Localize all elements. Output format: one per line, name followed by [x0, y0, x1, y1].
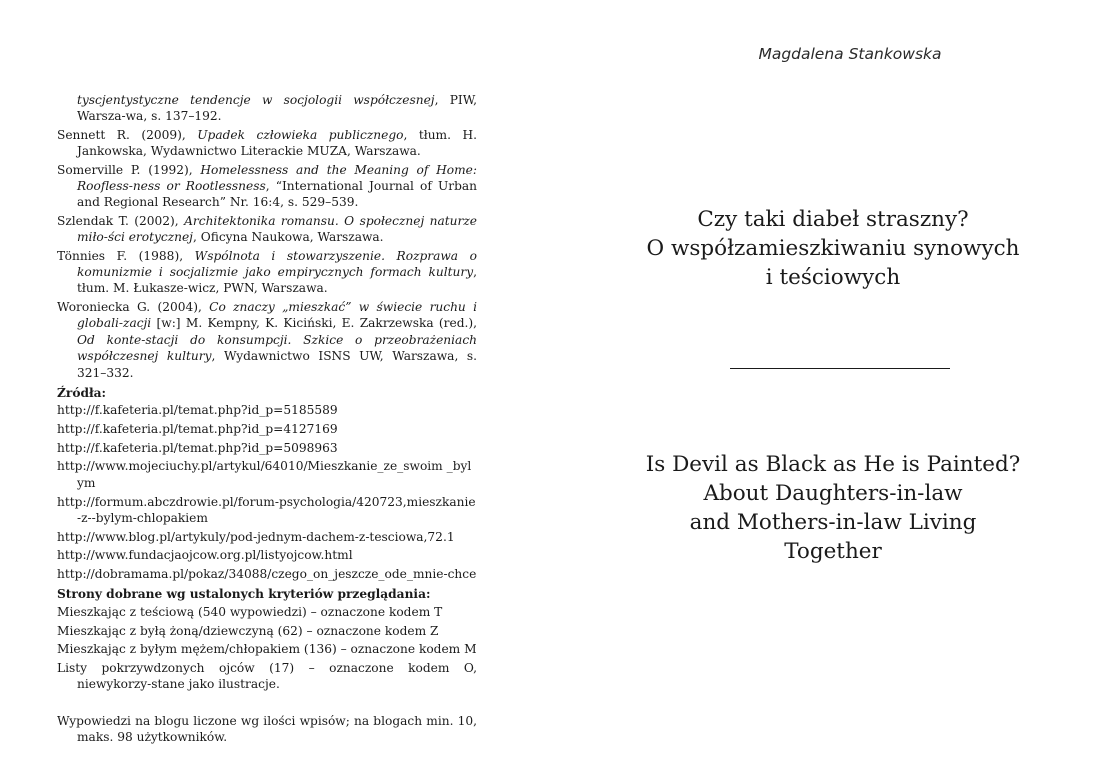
- source-url: http://f.kafeteria.pl/temat.php?id_p=4127169: [57, 422, 338, 437]
- footnote: Wypowiedzi na blogu liczone wg ilości wpisów; na blogach min. 10, maks. 98 użytkowników.: [57, 713, 477, 745]
- title-english: [640, 450, 1026, 566]
- codes-list: [57, 604, 477, 693]
- author-name: Magdalena Stankowska: [758, 45, 942, 63]
- reference-text: , tłum. M. Łukasze-wicz, PWN, Warszawa.: [77, 265, 477, 296]
- title-polish-line: i teściowych: [765, 265, 901, 290]
- source-url: http://www.blog.pl/artykuly/pod-jednym-dachem-z-tesciowa,72.1: [57, 529, 455, 544]
- reference-entry: [57, 248, 477, 297]
- code-entry: Mieszkając z byłym mężem/chłopakiem (136) – oznaczone kodem M: [57, 642, 477, 657]
- source-url: http://dobramama.pl/pokaz/34088/czego_on_jeszcze_ode_mnie-chce: [57, 567, 477, 582]
- reference-text: , Wydawnictwo ISNS UW, Warszawa, s. 321–332.: [77, 349, 478, 380]
- reference-title: Co znaczy „mieszkać” w świecie ruchu i globali-zacji: [77, 299, 477, 331]
- source-url: http://f.kafeteria.pl/temat.php?id_p=5098963: [57, 440, 338, 455]
- title-divider: [730, 368, 950, 369]
- reference-text: Szlendak T. (2002),: [57, 213, 185, 228]
- source-url: http://f.kafeteria.pl/temat.php?id_p=5185589: [57, 403, 338, 418]
- reference-entry: [57, 213, 477, 246]
- reference-title: Architektonika romansu. O społecznej naturze miło-ści erotycznej: [77, 213, 477, 245]
- code-entry: Mieszkając z teściową (540 wypowiedzi) – oznaczone kodem T: [57, 604, 443, 619]
- title-polish-line: Czy taki diabeł straszny?: [697, 207, 969, 232]
- sources-heading: Źródła:: [57, 385, 107, 400]
- source-url: http://www.mojeciuchy.pl/artykul/64010/Mieszkanie_ze_swoim _bylym: [57, 459, 472, 490]
- code-entry: Mieszkając z byłą żoną/dziewczyną (62) – oznaczone kodem Z: [57, 623, 439, 638]
- source-url: http://formum.abczdrowie.pl/forum-psychologia/420723,mieszkanie-z--bylym-chlopakiem: [57, 494, 476, 525]
- reference-title: tyscjentystyczne tendencje w socjologii współczesnej: [77, 93, 435, 107]
- reference-text: Woroniecka G. (2004),: [57, 299, 210, 314]
- reference-text: Somerville P. (1992),: [57, 162, 201, 177]
- reference-text: , Oficyna Naukowa, Warszawa.: [192, 230, 384, 245]
- reference-entry: [57, 299, 477, 381]
- reference-title: Od konte-stacji do konsumpcji. Szkice o przeobrażeniach współczesnej kultury: [77, 332, 477, 364]
- title-english-line: About Daughters-in-law: [703, 481, 963, 506]
- title-polish: [640, 205, 1026, 292]
- reference-entry: [57, 92, 477, 125]
- reference-entry: [57, 127, 477, 160]
- pages-heading: Strony dobrane wg ustalonych kryteriów przeglądania:: [57, 587, 431, 602]
- code-entry: Listy pokrzywdzonych ojców (17) – oznaczone kodem O, niewykorzy-stane jako ilustracje.: [57, 660, 477, 692]
- reference-title: Wspólnota i stowarzyszenie. Rozprawa o komunizmie i socjalizmie jako empirycznych formach kultury: [77, 248, 478, 280]
- source-url: http://www.fundacjaojcow.org.pl/listyojcow.html: [57, 548, 353, 563]
- reference-text: Sennett R. (2009),: [57, 127, 198, 142]
- title-english-line: and Mothers-in-law Living Together: [689, 510, 977, 564]
- reference-text: , tłum. H. Jankowska, Wydawnictwo Literackie MUZA, Warszawa.: [77, 127, 477, 159]
- title-english-line: Is Devil as Black as He is Painted?: [645, 452, 1021, 477]
- left-page: [57, 92, 477, 746]
- reference-entry: [57, 162, 477, 211]
- reference-text: [w:] M. Kempny, K. Kiciński, E. Zakrzewska (red.),: [151, 316, 477, 331]
- reference-text: Tönnies F. (1988),: [57, 248, 195, 263]
- reference-title: Homelessness and the Meaning of Home: Roofless-ness or Rootlessness: [77, 162, 478, 194]
- reference-text: , “International Journal of Urban and Regional Research” Nr. 16:4, s. 529–539.: [77, 179, 477, 210]
- title-polish-line: O współzamieszkiwaniu synowych: [646, 236, 1020, 261]
- references-list: [57, 92, 477, 381]
- sources-list: [57, 402, 477, 582]
- reference-title: Upadek człowieka publicznego: [197, 127, 404, 142]
- reference-text: , PIW, Warsza-wa, s. 137–192.: [77, 93, 477, 124]
